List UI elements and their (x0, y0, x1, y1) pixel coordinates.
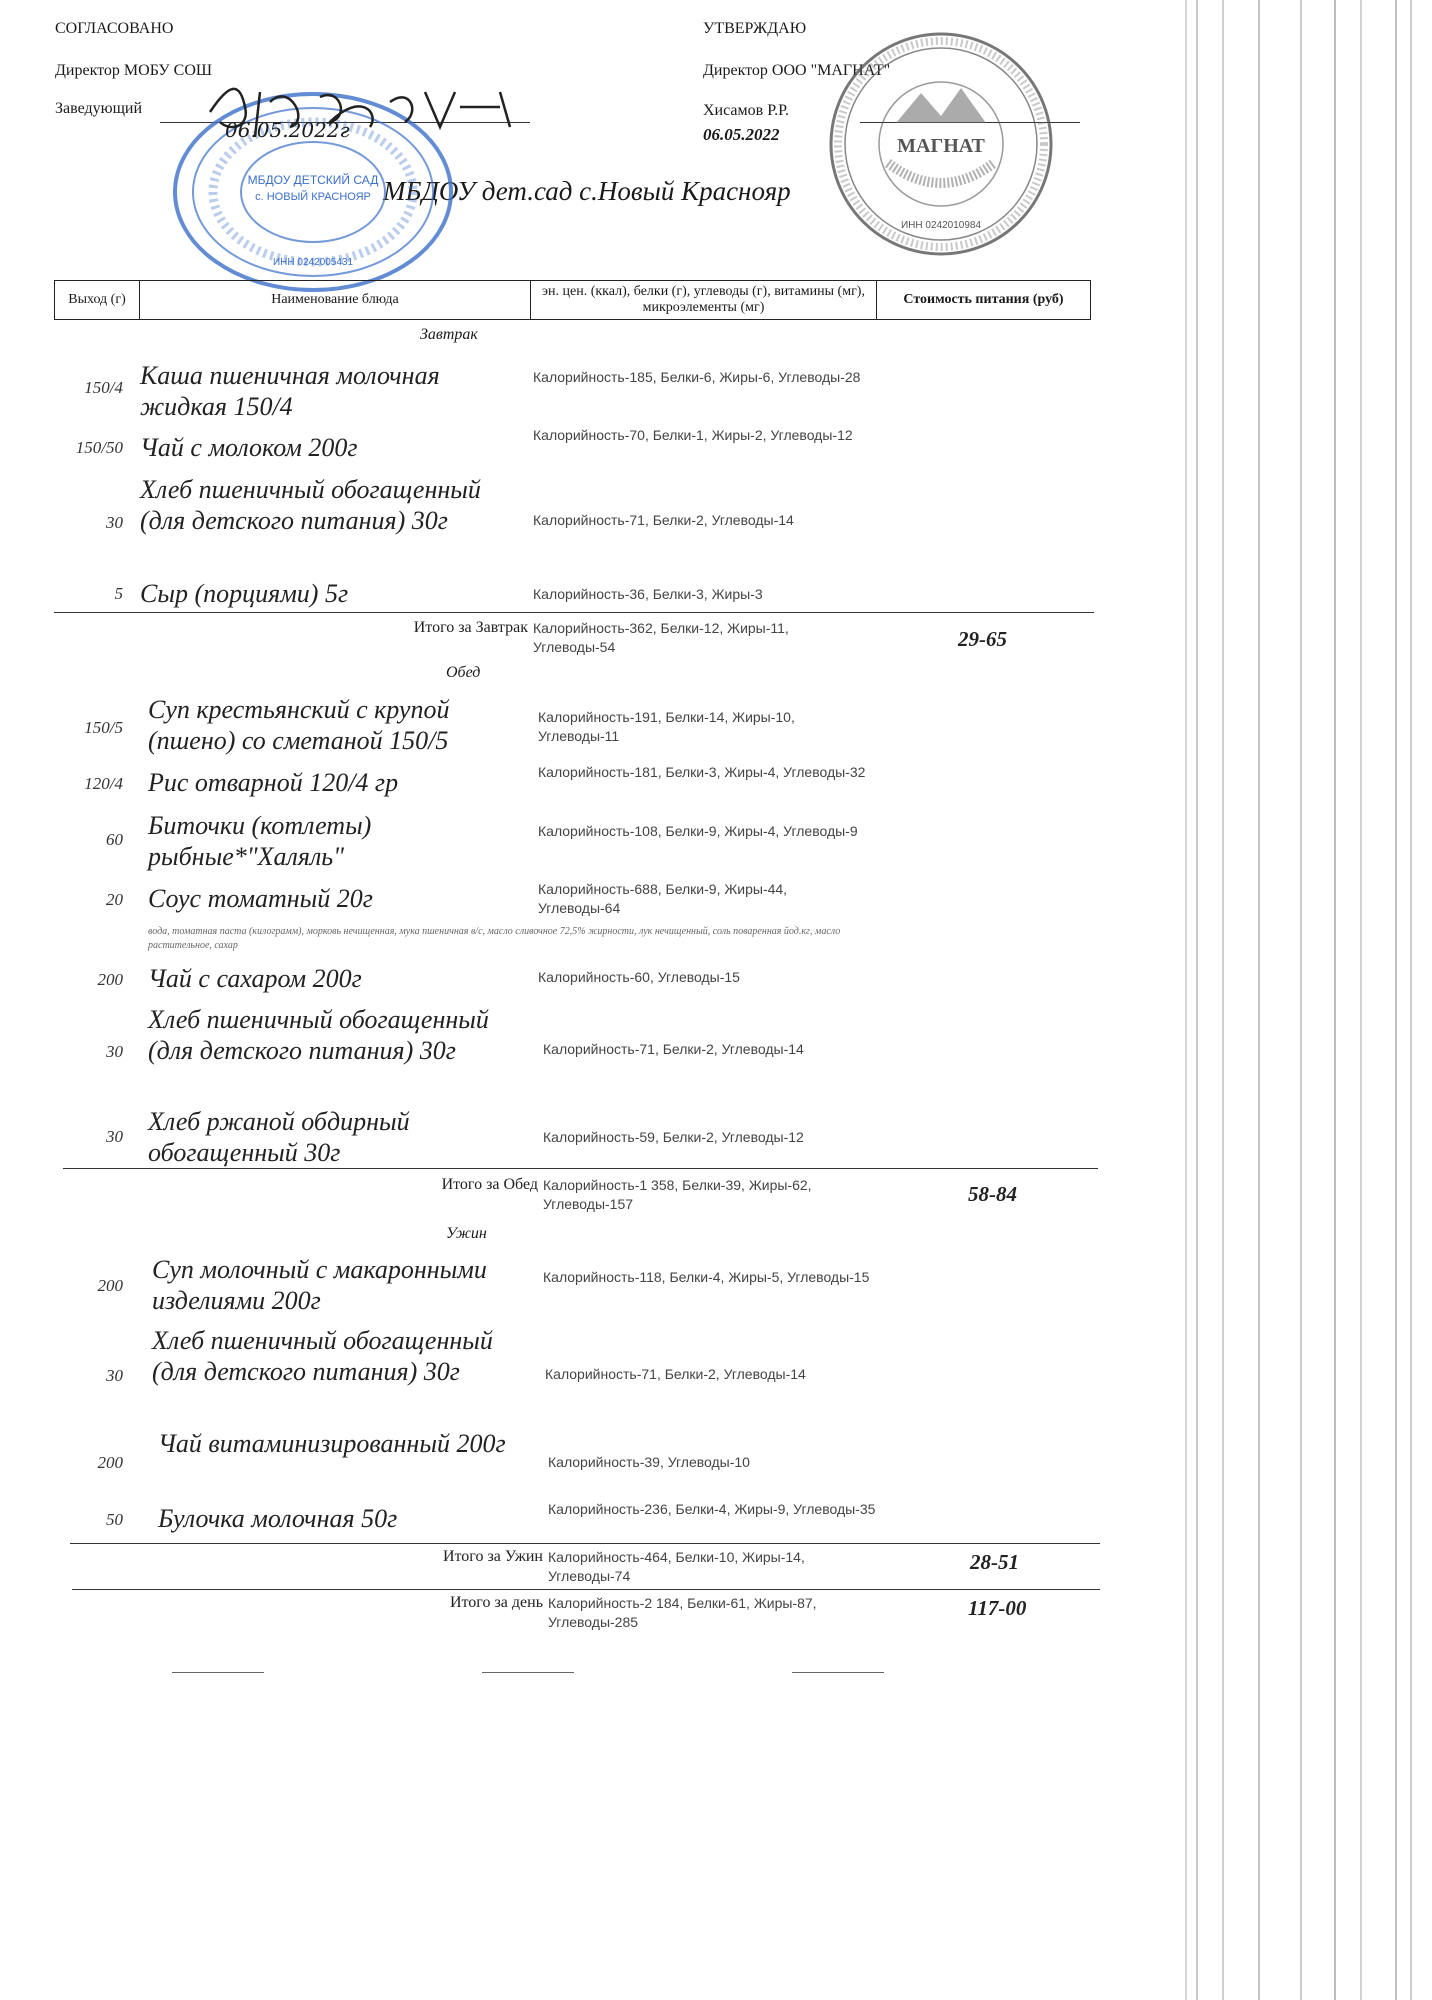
lunch-nutr-3: Калорийность-108, Белки-9, Жиры-4, Углеводы-9 (538, 823, 858, 839)
breakfast-dish-1: Каша пшеничная молочная жидкая 150/4 (140, 361, 440, 421)
lunch-total-rule (63, 1168, 1098, 1169)
stamp-right (826, 28, 1056, 260)
approval-left-line3: Заведующий (55, 100, 143, 117)
stamp-right-inn: ИНН 0242010984 (900, 220, 982, 231)
column-header-dish: Наименование блюда (139, 280, 531, 320)
page-edge (1258, 0, 1260, 2000)
dinner-dish-4: Булочка молочная 50г (158, 1504, 398, 1533)
lunch-nutr-7: Калорийность-59, Белки-2, Углеводы-12 (543, 1129, 804, 1145)
page-edge (1196, 0, 1198, 2000)
day-total-nutr: Калорийность-2 184, Белки-61, Жиры-87, Углеводы-285 (548, 1595, 817, 1630)
lunch-dish-5: Чай с сахаром 200г (148, 964, 362, 993)
dinner-total-rule (70, 1543, 1100, 1544)
lunch-dish-4: Соус томатный 20г (148, 884, 373, 913)
lunch-qty-2: 120/4 (84, 774, 123, 793)
page-edge (1300, 0, 1302, 2000)
lunch-qty-5: 200 (97, 970, 123, 989)
breakfast-dish-4: Сыр (порциями) 5г (140, 579, 349, 608)
bottom-signature-line-3 (792, 1672, 884, 1673)
day-total-rule (72, 1589, 1100, 1590)
stamp-left-center-1: МБДОУ ДЕТСКИЙ САД (247, 173, 379, 187)
lunch-qty-7: 30 (106, 1127, 123, 1146)
breakfast-nutr-2: Калорийность-70, Белки-1, Жиры-2, Углеводы-12 (533, 427, 853, 443)
dinner-dish-1: Суп молочный с макаронными изделиями 200г (152, 1255, 487, 1315)
dinner-cost: 28-51 (970, 1550, 1019, 1574)
lunch-dish-6: Хлеб пшеничный обогащенный (для детского питания) 30г (148, 1005, 489, 1065)
page-edge (1222, 0, 1224, 2000)
lunch-cost: 58-84 (968, 1182, 1017, 1206)
approval-right-line3: Хисамов Р.Р. (703, 102, 789, 119)
dinner-qty-4: 50 (106, 1510, 123, 1529)
lunch-qty-3: 60 (106, 830, 123, 849)
dinner-dish-2: Хлеб пшеничный обогащенный (для детского питания) 30г (152, 1326, 493, 1386)
stamp-right-center: МАГНАТ (897, 135, 985, 157)
dinner-qty-2: 30 (106, 1366, 123, 1385)
lunch-nutr-5: Калорийность-60, Углеводы-15 (538, 969, 740, 985)
day-total-cost: 117-00 (968, 1596, 1027, 1620)
lunch-nutr-1: Калорийность-191, Белки-14, Жиры-10, Углеводы-11 (538, 709, 795, 744)
dinner-nutr-2: Калорийность-71, Белки-2, Углеводы-14 (545, 1366, 806, 1382)
dinner-nutr-1: Калорийность-118, Белки-4, Жиры-5, Углеводы-15 (543, 1269, 870, 1285)
dinner-qty-1: 200 (97, 1276, 123, 1295)
breakfast-qty-3: 30 (106, 513, 123, 532)
breakfast-qty-1: 150/4 (84, 378, 123, 397)
lunch-sauce-note: вода, томатная паста (килограмм), морковь нечищенная, мука пшеничная в/с, масло сливочное 72,5% жирности, лук нечищенный, соль поваренная йод.кг, масло растительное, сахар (148, 926, 841, 951)
approval-right-line1: УТВЕРЖДАЮ (703, 20, 807, 37)
approval-date: 06.05.2022 (703, 125, 780, 144)
dinner-dish-3: Чай витаминизированный 200г (158, 1429, 506, 1458)
column-header-qty: Выход (г) (54, 280, 140, 320)
lunch-nutr-2: Калорийность-181, Белки-3, Жиры-4, Углеводы-32 (538, 764, 866, 780)
dinner-qty-3: 200 (97, 1453, 123, 1472)
lunch-qty-6: 30 (106, 1042, 123, 1061)
lunch-dish-3: Биточки (котлеты) рыбные*"Халяль" (148, 811, 372, 871)
bottom-signature-line-2 (482, 1672, 574, 1673)
lunch-qty-1: 150/5 (84, 718, 123, 737)
page-edge (1360, 0, 1362, 2000)
approval-left-line2: Директор МОБУ СОШ (55, 62, 213, 79)
lunch-qty-4: 20 (106, 890, 123, 909)
page-edge (1185, 0, 1187, 2000)
breakfast-total-nutr: Калорийность-362, Белки-12, Жиры-11, Углеводы-54 (533, 620, 789, 655)
breakfast-qty-2: 150/50 (75, 438, 123, 457)
stamp-left-center-2: с. НОВЫЙ КРАСНОЯР (255, 191, 371, 203)
approval-left-line1: СОГЛАСОВАНО (55, 20, 174, 37)
breakfast-nutr-1: Калорийность-185, Белки-6, Жиры-6, Углеводы-28 (533, 369, 861, 385)
breakfast-nutr-3: Калорийность-71, Белки-2, Углеводы-14 (533, 512, 794, 528)
dinner-nutr-3: Калорийность-39, Углеводы-10 (548, 1454, 750, 1470)
lunch-nutr-4: Калорийность-688, Белки-9, Жиры-44, Углеводы-64 (538, 881, 788, 916)
approval-right-line2: Директор ООО "МАГНАТ" (703, 62, 891, 79)
lunch-total-nutr: Калорийность-1 358, Белки-39, Жиры-62, Углеводы-157 (543, 1177, 812, 1212)
stamp-left-inn: ИНН 0242005431 (272, 257, 354, 268)
dinner-total-label: Итого за Ужин (442, 1548, 543, 1565)
breakfast-dish-3: Хлеб пшеничный обогащенный (для детского питания) 30г (140, 475, 481, 535)
dinner-nutr-4: Калорийность-236, Белки-4, Жиры-9, Углеводы-35 (548, 1501, 876, 1517)
section-title-breakfast: Завтрак (420, 326, 478, 343)
day-total-label: Итого за день (449, 1594, 543, 1611)
document-title: МБДОУ дет.сад с.Новый Краснояр (383, 176, 791, 206)
breakfast-qty-4: 5 (114, 584, 123, 603)
lunch-total-label: Итого за Обед (441, 1176, 538, 1193)
lunch-dish-1: Суп крестьянский с крупой (пшено) со сметаной 150/5 (148, 695, 450, 755)
breakfast-nutr-4: Калорийность-36, Белки-3, Жиры-3 (533, 586, 763, 602)
section-title-dinner: Ужин (446, 1225, 487, 1242)
section-title-lunch: Обед (446, 664, 481, 681)
page-edge (1334, 0, 1336, 2000)
breakfast-dish-2: Чай с молоком 200г (140, 433, 358, 462)
breakfast-total-label: Итого за Завтрак (413, 619, 528, 636)
breakfast-total-rule (54, 612, 1094, 613)
breakfast-cost: 29-65 (958, 627, 1007, 651)
dinner-total-nutr: Калорийность-464, Белки-10, Жиры-14, Углеводы-74 (548, 1549, 805, 1584)
bottom-signature-line-1 (172, 1672, 264, 1673)
lunch-dish-2: Рис отварной 120/4 гр (148, 768, 399, 797)
signature-date: 06.05.2022г (225, 118, 350, 142)
lunch-nutr-6: Калорийность-71, Белки-2, Углеводы-14 (543, 1041, 804, 1057)
page-edge (1410, 0, 1412, 2000)
column-header-nutrition: эн. цен. (ккал), белки (г), углеводы (г), витамины (мг), микроэлементы (мг) (530, 280, 877, 320)
lunch-dish-7: Хлеб ржаной обдирный обогащенный 30г (148, 1107, 410, 1167)
page-edge (1395, 0, 1397, 2000)
column-header-cost: Стоимость питания (руб) (876, 280, 1091, 320)
